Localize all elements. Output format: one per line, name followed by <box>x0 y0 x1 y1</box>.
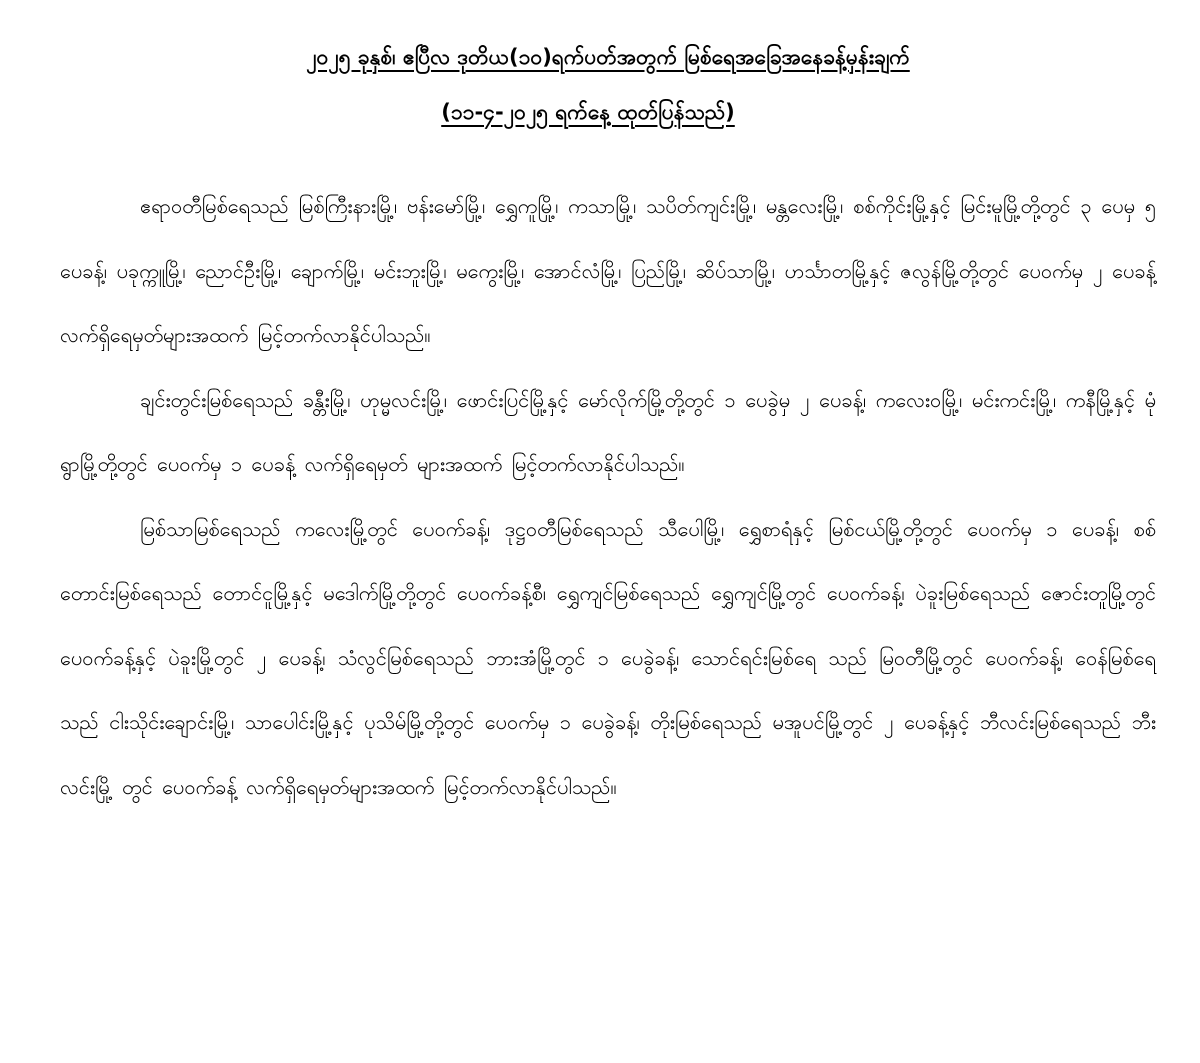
title-block <box>60 0 1156 140</box>
paragraph-chindwin: ချင်းတွင်းမြစ်ရေသည် ခန္တီးမြို့၊ ဟုမ္မလင်းမြို့၊ ဖောင်းပြင်မြို့နှင့် မော်လိုက်မြို့တို့တွင် ၁ ပေခွဲမှ ၂ ပေခန့်၊ ကလေးဝမြို့၊ မင်းကင်းမြို့၊ ကနီမြို့နှင့် မုံရွာမြို့တို့တွင် ပေဝက်မှ ၁ ပေခန့် လက်ရှိရေမှတ် များအထက် မြင့်တက်လာနိုင်ပါသည်။ <box>60 387 1156 476</box>
paragraph-other-rivers: မြစ်သာမြစ်ရေသည် ကလေးမြို့တွင် ပေဝက်ခန့်၊ ဒုဋ္ဌဝတီမြစ်ရေသည် သီပေါမြို့၊ ရွှေစာရံနှင့် မြစ်ငယ်မြို့တို့တွင် ပေဝက်မှ ၁ ပေခန့်၊ စစ်တောင်းမြစ်ရေသည် တောင်ငူမြို့နှင့် မဒေါက်မြို့တို့တွင် ပေဝက်ခန့်စီ၊ ရွှေကျင်မြစ်ရေသည် ရွှေကျင်မြို့တွင် ပေဝက်ခန့်၊ ပဲခူးမြစ်ရေသည် ဇောင်းတူမြို့တွင် ပေဝက်ခန့်နှင့် ပဲခူးမြို့တွင် ၂ ပေခန့်၊ သံလွင်မြစ်ရေသည် ဘားအံမြို့တွင် ၁ ပေခွဲခန့်၊ သောင်ရင်းမြစ်ရေ သည် မြဝတီမြို့တွင် ပေဝက်ခန့်၊ ဝေန်မြစ်ရေသည် ငါးသိုင်းချောင်းမြို့၊ သာပေါင်းမြို့နှင့် ပုသိမ်မြို့တို့တွင် ပေဝက်မှ ၁ ပေခွဲခန့်၊ တိုးမြစ်ရေသည် မအူပင်မြို့တွင် ၂ ပေခန့်နှင့် ဘီလင်းမြစ်ရေသည် ဘီးလင်းမြို့ တွင် ပေဝက်ခန့် လက်ရှိရေမှတ်များအထက် မြင့်တက်လာနိုင်ပါသည်။ <box>60 516 1156 799</box>
paragraph-irrawaddy: ဧရာဝတီမြစ်ရေသည် မြစ်ကြီးနားမြို့၊ ဗန်းမော်မြို့၊ ရွှေကူမြို့၊ ကသာမြို့၊ သပိတ်ကျင်းမြို့၊ မန္တလေးမြို့၊ စစ်ကိုင်းမြို့နှင့် မြင်းမူမြို့တို့တွင် ၃ ပေမှ ၅ ပေခန့်၊ ပခုက္ကူမြို့၊ ညောင်ဦးမြို့၊ ချောက်မြို့၊ မင်းဘူးမြို့၊ မကွေးမြို့၊ အောင်လံမြို့၊ ပြည်မြို့၊ ဆိပ်သာမြို့၊ ဟင်္သာတမြို့နှင့် ဇလွန်မြို့တို့တွင် ပေဝက်မှ ၂ ပေခန့် လက်ရှိရေမှတ်များအထက် မြင့်တက်လာနိုင်ပါသည်။ <box>60 194 1156 347</box>
document-body <box>60 174 1156 819</box>
document-title: ၂၀၂၅ ခုနှစ်၊ ဧပြီလ ဒုတိယ(၁၀)ရက်ပတ်အတွက် မြစ်ရေအခြေအနေခန့်မှန်းချက် <box>306 45 910 69</box>
document-subtitle: (၁၁-၄-၂၀၂၅ ရက်နေ့ ထုတ်ပြန်သည်) <box>441 100 735 124</box>
